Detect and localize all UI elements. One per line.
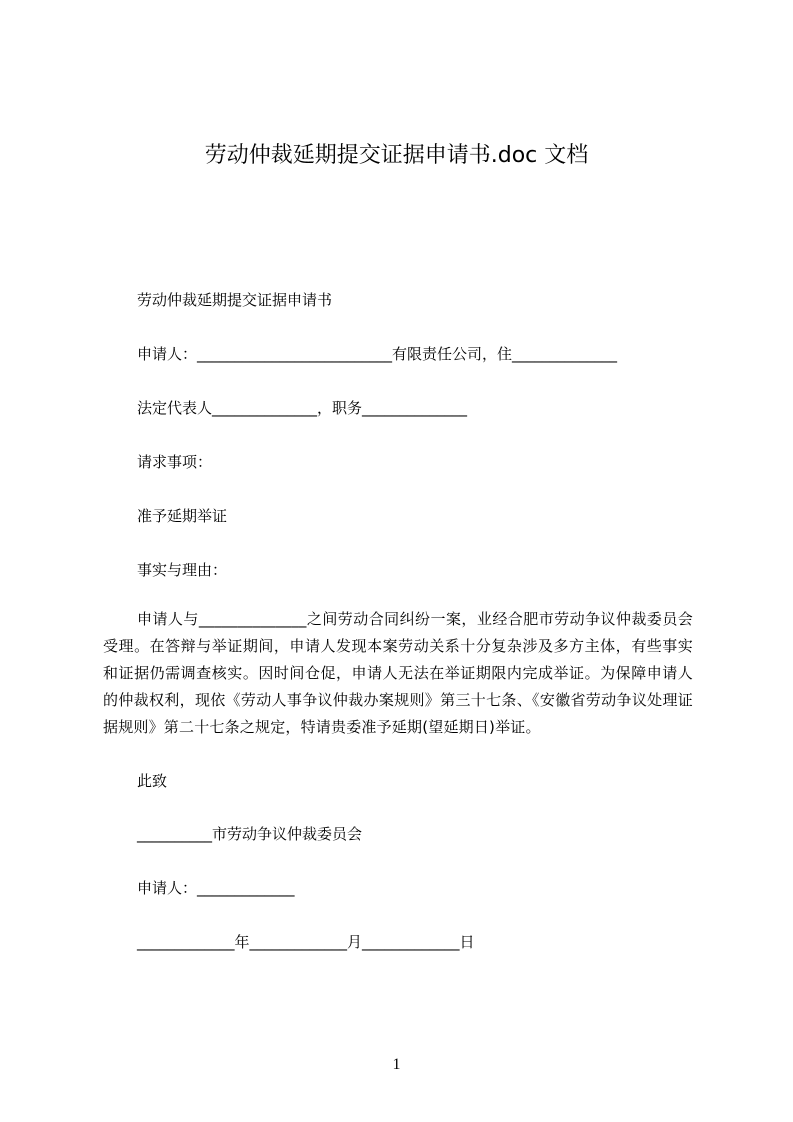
page-title: 劳动仲裁延期提交证据申请书.doc 文档 <box>204 143 589 168</box>
legal-representative-line: 法定代表人______________，职务______________ <box>137 399 468 417</box>
page-number: 1 <box>392 1056 401 1073</box>
facts-paragraph: 申请人与______________之间劳动合同纠纷一案，业经合肥市劳动争议仲裁委员会受理。在答辩与举证期间，申请人发现本案劳动关系十分复杂涉及多方主体，有些事实和证据仍需调查核实。因时间仓促，申请人无法在举证期限内完成举证。为保障申请人的仲裁权利，现依《劳动人事争议仲裁办案规则》第三十七条、《安徽省劳动争议处理证据规则》第二十七条之规定，特请贵委准予延期(望延期日)举证。 <box>103 610 693 736</box>
request-label: 请求事项： <box>137 453 213 471</box>
applicant-line: 申请人：__________________________有限责任公司，住______________ <box>137 345 618 363</box>
recipient-line: __________市劳动争议仲裁委员会 <box>137 825 363 843</box>
date-line: _____________年_____________月_____________日 <box>137 933 475 951</box>
facts-label: 事实与理由： <box>137 561 228 579</box>
request-content: 准予延期举证 <box>137 507 228 525</box>
signature-line: 申请人：_____________ <box>137 879 295 897</box>
closing-line: 此致 <box>137 772 168 790</box>
document-heading: 劳动仲裁延期提交证据申请书 <box>137 291 333 309</box>
